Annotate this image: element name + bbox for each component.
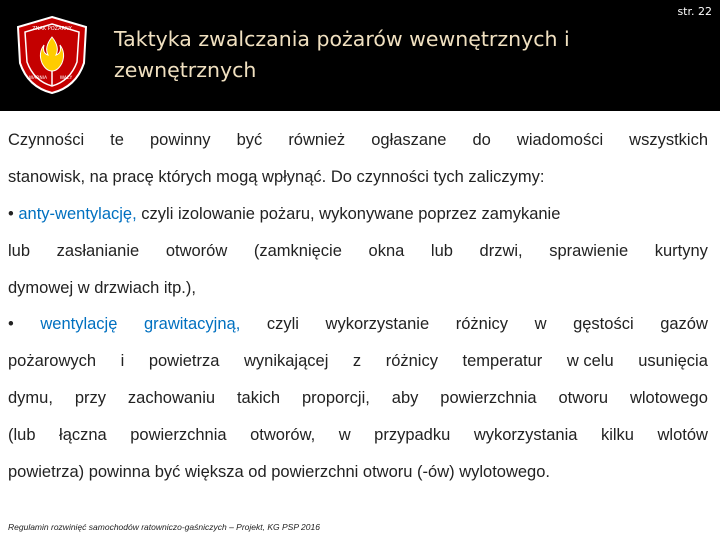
body-word: lub: [8, 241, 31, 260]
body-word: do: [472, 130, 491, 149]
body-word: gęstości: [573, 315, 634, 334]
body-word: w celu: [566, 352, 614, 371]
logo-right-text: WAŁY: [59, 76, 73, 81]
logo-left-text: WARNIA: [28, 76, 48, 81]
body-word: różnicy: [385, 352, 438, 371]
body-word: otworów: [165, 241, 228, 260]
body-word: wykorzystanie: [325, 315, 430, 334]
body-word: takich: [236, 389, 281, 408]
body-word: przypadku: [374, 426, 451, 445]
body-word: •: [8, 204, 19, 223]
body-word: w: [534, 315, 547, 334]
body-word: te: [110, 130, 124, 149]
slide-title-line-1: Taktyka zwalczania pożarów wewnętrznych i: [114, 27, 570, 51]
body-word: dymowej w drzwiach itp.),: [8, 278, 196, 297]
body-word: różnicy: [455, 315, 508, 334]
body-word: wentylację: [40, 315, 118, 334]
body-word: gazów: [660, 315, 708, 334]
body-line: [8, 306, 708, 343]
body-word: wszystkich: [629, 130, 708, 149]
body-word: anty-wentylację,: [18, 204, 137, 223]
body-word: grawitacyjną,: [143, 315, 241, 334]
body-word: zachowaniu: [127, 389, 216, 408]
body-word: lub: [430, 241, 453, 260]
body-line: [8, 454, 708, 491]
body-word: okna: [368, 241, 405, 260]
page-number: str. 22: [677, 5, 712, 18]
slide-title: [114, 24, 674, 86]
body-line: [8, 159, 708, 196]
logo-top-text: ZNAK POŻARNY: [32, 26, 72, 32]
footer-citation: Regulamin rozwinięć samochodów ratowniczo-gaśniczych – Projekt, KG PSP 2016: [8, 522, 320, 532]
body-word: stanowisk, na pracę których mogą wpłynąć. Do czynności tych zaliczymy:: [8, 167, 545, 186]
slide-title-line-2: zewnętrznych: [114, 58, 257, 82]
body-word: wiadomości: [516, 130, 604, 149]
body-word: usunięcia: [638, 352, 708, 371]
body-word: zasłanianie: [56, 241, 140, 260]
body-line: [8, 196, 708, 233]
body-line: [8, 233, 708, 270]
body-word: wlotowego: [629, 389, 708, 408]
body-line: [8, 122, 708, 159]
body-word: przy: [74, 389, 107, 408]
body-word: z: [352, 352, 362, 371]
body-word: (zamknięcie: [253, 241, 342, 260]
body-word: pożarowych: [8, 352, 97, 371]
body-word: powierzchnia: [440, 389, 537, 408]
body-word: powierzchnia: [130, 426, 227, 445]
body-line: [8, 343, 708, 380]
body-word: kilku: [600, 426, 634, 445]
body-text: [8, 122, 708, 491]
body-word: Czynności: [8, 130, 85, 149]
body-line: [8, 380, 708, 417]
body-word: powietrza: [148, 352, 220, 371]
body-word: powietrza) powinna być większa od powierzchni otworu (-ów) wylotowego.: [8, 462, 550, 481]
fire-brigade-emblem-icon: [14, 15, 90, 95]
body-word: w: [338, 426, 351, 445]
body-word: otworu: [558, 389, 609, 408]
body-word: (lub: [8, 426, 36, 445]
body-word: •: [8, 315, 14, 334]
header-bar: [0, 0, 720, 111]
body-word: i: [120, 352, 125, 371]
body-word: być: [236, 130, 263, 149]
body-word: powinny: [149, 130, 211, 149]
body-word: proporcji,: [301, 389, 370, 408]
body-word: również: [288, 130, 346, 149]
body-word: sprawienie: [549, 241, 629, 260]
body-word: otworów,: [250, 426, 316, 445]
body-word: czyli: [266, 315, 299, 334]
body-word: czyli izolowanie pożaru, wykonywane poprzez zamykanie: [136, 204, 561, 223]
body-word: łączna: [59, 426, 107, 445]
body-line: [8, 270, 708, 307]
body-word: wynikającej: [243, 352, 329, 371]
body-word: drzwi,: [479, 241, 523, 260]
body-word: temperatur: [462, 352, 543, 371]
body-word: wlotów: [657, 426, 708, 445]
body-word: aby: [391, 389, 419, 408]
body-word: ogłaszane: [371, 130, 447, 149]
body-word: dymu,: [8, 389, 53, 408]
body-word: wykorzystania: [473, 426, 578, 445]
body-line: [8, 417, 708, 454]
body-word: kurtyny: [654, 241, 708, 260]
